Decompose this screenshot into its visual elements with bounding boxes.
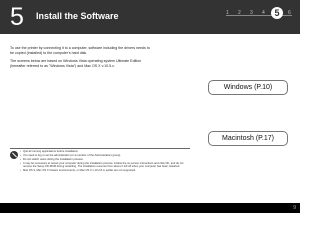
intro-paragraph-2: The screens below are based on Windows Vista operating system Ultimate Edition (hereafter referred to as "Windows Vista") and Mac OS X v.10.5.x. bbox=[10, 59, 142, 68]
windows-button[interactable] bbox=[208, 80, 288, 95]
intro-text bbox=[10, 46, 150, 72]
step-5: 5 bbox=[274, 8, 280, 18]
notes-section bbox=[10, 148, 190, 199]
macintosh-button-label: Macintosh (P.17) bbox=[221, 135, 274, 142]
step-3: 3 bbox=[250, 10, 253, 16]
step-4: 4 bbox=[262, 10, 265, 16]
notes-list bbox=[20, 150, 188, 173]
step-1: 1 bbox=[226, 10, 229, 16]
note-item: • You need to log on as the administrator (or a member of the Administrators group). bbox=[20, 154, 188, 157]
macintosh-button[interactable] bbox=[208, 131, 288, 146]
step-5-active bbox=[271, 7, 283, 19]
note-item: • It may be necessary to restart your computer during the installation process. Follow the on-screen instructions and click OK, and do not remove the Setup CD-ROM during restarting. The installation resumes from where it left off when your computer has been restarted. bbox=[20, 162, 188, 169]
note-item: • Mac OS 9, Mac OS X Classic environments, or Mac OS X v.10.2.8 or earlier are not supported. bbox=[20, 169, 188, 172]
header-bar bbox=[0, 0, 300, 34]
step-indicator bbox=[224, 6, 294, 22]
footer-bar bbox=[0, 203, 300, 213]
step-2: 2 bbox=[238, 10, 241, 16]
windows-button-label: Windows (P.10) bbox=[223, 84, 273, 91]
step-number: 5 bbox=[10, 3, 24, 31]
intro-paragraph-1: To use the printer by connecting it to a computer, software including the drivers needs to be copied (installed) to the computer's hard disk. bbox=[10, 46, 150, 55]
note-item: • Quit all running applications before installation. bbox=[20, 150, 188, 153]
page-number: 9 bbox=[293, 205, 296, 211]
step-6: 6 bbox=[288, 10, 291, 16]
caution-icon bbox=[10, 151, 18, 159]
page-title: Install the Software bbox=[36, 11, 119, 21]
note-item: • Do not switch users during the installation process. bbox=[20, 158, 188, 161]
